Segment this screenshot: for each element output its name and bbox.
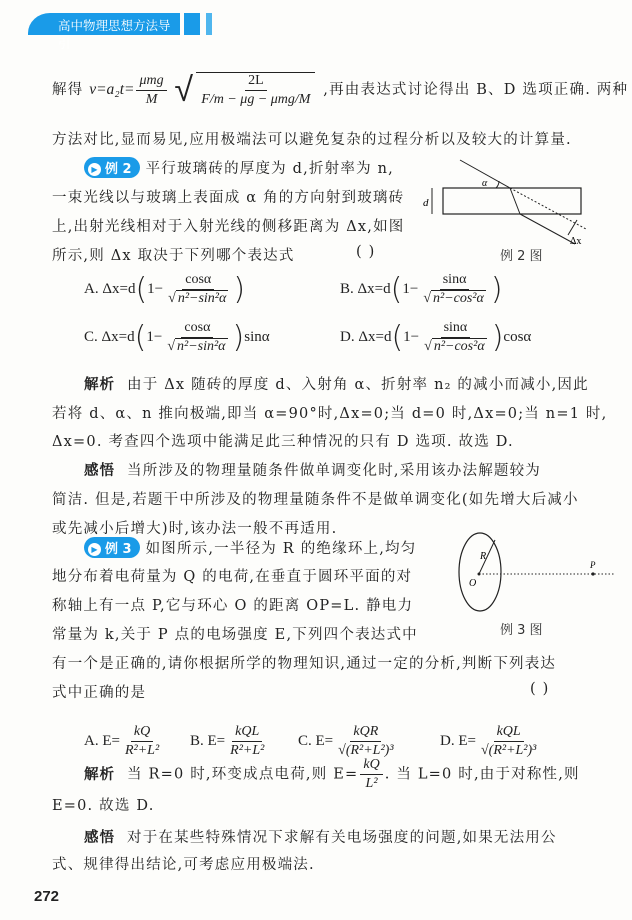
analysis-line: [84, 757, 580, 792]
denominator: √ n²−cos²α: [423, 291, 484, 306]
denominator: √(R²+L²)³: [480, 743, 537, 758]
denominator: R²+L²: [230, 743, 265, 758]
badge-label: 例 2: [105, 162, 132, 177]
dx-label: Δx: [570, 236, 582, 247]
paragraph-line: 若将 d、α、n 推向极端,即当 α=90°时,Δx=0;当 d=0 时,Δx=0;当 n=1 时,: [52, 406, 608, 422]
insight-line: [84, 459, 541, 480]
chapter-title: 高中物理思想方法导引: [58, 18, 171, 51]
option-a: [84, 724, 164, 759]
denominator: L²: [365, 776, 378, 791]
radicand: n²−sin²α: [177, 339, 226, 354]
text: 1−: [147, 280, 164, 297]
text: cosα: [503, 328, 532, 345]
numerator: sinα: [441, 320, 471, 338]
option-label: A. Δx=d: [84, 280, 136, 297]
paren: (: [390, 272, 403, 307]
charged-ring-figure: [440, 530, 620, 620]
numerator: cosα: [182, 272, 214, 290]
angle-arc: [496, 181, 499, 188]
text: ,再由表达式讨论得出 B、D 选项正确. 两种: [323, 82, 629, 98]
numerator: 2L: [245, 73, 267, 91]
option-label: A. E=: [84, 732, 120, 749]
paragraph-line: 有一个是正确的,请你根据所学的物理知识,通过一定的分析,判断下列表达: [52, 656, 557, 672]
analysis-label: 解析: [84, 766, 115, 783]
point-p: [591, 572, 594, 575]
paragraph-line: 一束光线以与玻璃上表面成 α 角的方向射到玻璃砖: [52, 190, 405, 206]
option-b: [190, 724, 269, 759]
paren: (: [391, 320, 404, 355]
figure-caption: 例 3 图: [500, 623, 543, 638]
fraction: [165, 272, 231, 307]
paragraph-line: 或先减小后增大)时,该办法一般不再适用.: [52, 521, 338, 537]
text: 由于 Δx 随砖的厚度 d、入射角 α、折射率 n₂ 的减小而减小,因此: [127, 377, 589, 393]
text: 1−: [403, 328, 420, 345]
option-label: B. Δx=d: [340, 280, 391, 297]
fraction: [360, 757, 382, 792]
header-decor-block: [184, 13, 200, 35]
paren: ): [232, 320, 245, 355]
r-label: R: [480, 551, 487, 562]
numerator: kQ: [360, 757, 382, 775]
chapter-header-tab: [28, 13, 180, 51]
fraction: [164, 320, 230, 355]
insight-label: 感悟: [84, 463, 115, 479]
option-d: [440, 724, 541, 759]
numerator: kQ: [131, 724, 153, 742]
numerator: kQL: [494, 724, 524, 742]
fraction: [227, 724, 267, 759]
formula: v=a₂t=: [89, 81, 135, 98]
example-3-badge: [84, 537, 140, 558]
option-label: D. E=: [440, 732, 476, 749]
analysis-label: 解析: [84, 377, 115, 393]
denominator: √ n²−sin²α: [167, 339, 226, 354]
extension-line: [510, 188, 586, 229]
paragraph-line: 称轴上有一点 P,它与环心 O 的距离 OP=L. 静电力: [52, 598, 414, 614]
paragraph-line: E=0. 故选 D.: [52, 798, 155, 814]
sqrt-fraction: [196, 72, 315, 108]
paragraph-line: 式中正确的是: [52, 685, 147, 701]
text: 平行玻璃砖的厚度为 d,折射率为 n,: [145, 161, 394, 177]
text: 当所涉及的物理量随条件做单调变化时,采用该办法解题较为: [127, 463, 542, 479]
option-c: [298, 724, 399, 759]
p-label: P: [590, 560, 596, 570]
play-icon: ▶: [88, 163, 101, 176]
sqrt-sign: √: [174, 70, 195, 110]
numerator: sinα: [440, 272, 470, 290]
analysis-line: [84, 373, 589, 394]
denominator: √ n²−cos²α: [424, 339, 485, 354]
text: . 当 L=0 时,由于对称性,则: [384, 766, 580, 783]
denominator: M: [145, 91, 158, 107]
fraction: [136, 73, 166, 108]
refracted-ray: [510, 188, 520, 214]
fraction: [335, 724, 396, 759]
numerator: kQL: [232, 724, 262, 742]
option-label: C. Δx=d: [84, 328, 135, 345]
paragraph-line: 式、规律得出结论,可考虑应用极端法.: [52, 857, 315, 873]
radicand: n²−sin²α: [177, 291, 227, 306]
alpha-label: α: [482, 178, 488, 189]
paragraph-line: Δx=0. 考查四个选项中能满足此三种情况的只有 D 选项. 故选 D.: [52, 434, 514, 450]
denominator: √(R²+L²)³: [338, 743, 394, 758]
numerator: kQR: [350, 724, 381, 742]
d-label: d: [423, 197, 429, 209]
numerator: cosα: [181, 320, 213, 338]
example-2-badge: [84, 157, 140, 178]
example-3-line: [84, 537, 416, 558]
denominator: √ n²−sin²α: [168, 291, 227, 306]
shift-arrow: [568, 220, 577, 235]
radicand: n²−cos²α: [433, 291, 484, 306]
example-2-line: [84, 157, 394, 178]
badge-label: 例 3: [105, 542, 132, 557]
insight-line: [84, 826, 557, 847]
figure-caption: 例 2 图: [500, 249, 543, 264]
paren: (: [135, 272, 148, 307]
denominator: F/m − μg − μmg/M: [201, 92, 311, 107]
option-b: [340, 272, 503, 307]
option-d: [340, 320, 531, 355]
fraction: [478, 724, 539, 759]
o-label: O: [469, 578, 477, 589]
text: 如图所示,一半径为 R 的绝缘环上,均匀: [145, 541, 417, 557]
paren: (: [134, 320, 147, 355]
option-label: B. E=: [190, 732, 226, 749]
answer-bracket: ( ): [356, 244, 376, 260]
page-number: 272: [34, 888, 60, 905]
text: 解得: [52, 82, 84, 98]
paragraph-line: 地分布着电荷量为 Q 的电荷,在垂直于圆环平面的对: [52, 569, 413, 585]
answer-bracket: ( ): [530, 681, 550, 697]
paren: ): [491, 320, 504, 355]
paragraph-line: 简洁. 但是,若题干中所涉及的物理量随条件不是做单调变化(如先增大后减小: [52, 492, 579, 508]
fraction: [420, 272, 489, 307]
glass-slab-figure: [420, 152, 590, 252]
option-label: C. E=: [298, 732, 334, 749]
intro-formula-line: [52, 70, 628, 110]
insight-label: 感悟: [84, 830, 115, 846]
header-decor-strip: [206, 13, 212, 35]
text: 对于在某些特殊情况下求解有关电场强度的问题,如果无法用公: [127, 830, 557, 846]
numerator: μmg: [136, 73, 166, 91]
fraction: [421, 320, 490, 355]
paren: ): [490, 272, 503, 307]
paragraph-line: 常量为 k,关于 P 点的电场强度 E,下列四个表达式中: [52, 627, 418, 643]
paragraph-line: 所示,则 Δx 取决于下列哪个表达式: [52, 248, 295, 264]
option-c: [84, 320, 270, 355]
text: 1−: [402, 280, 419, 297]
text: 当 R=0 时,环变成点电荷,则 E=: [127, 766, 359, 783]
paragraph-line: 方法对比,显而易见,应用极端法可以避免复杂的过程分析以及较大的计算量.: [52, 132, 572, 148]
option-label: D. Δx=d: [340, 328, 392, 345]
radicand: n²−cos²α: [433, 339, 485, 354]
paren: ): [233, 272, 246, 307]
fraction: [122, 724, 162, 759]
text: sinα: [244, 328, 270, 345]
text: 1−: [146, 328, 163, 345]
denominator: R²+L²: [124, 743, 160, 758]
play-icon: ▶: [88, 543, 101, 556]
option-a: [84, 272, 245, 307]
paragraph-line: 上,出射光线相对于入射光线的侧移距离为 Δx,如图: [52, 219, 405, 235]
